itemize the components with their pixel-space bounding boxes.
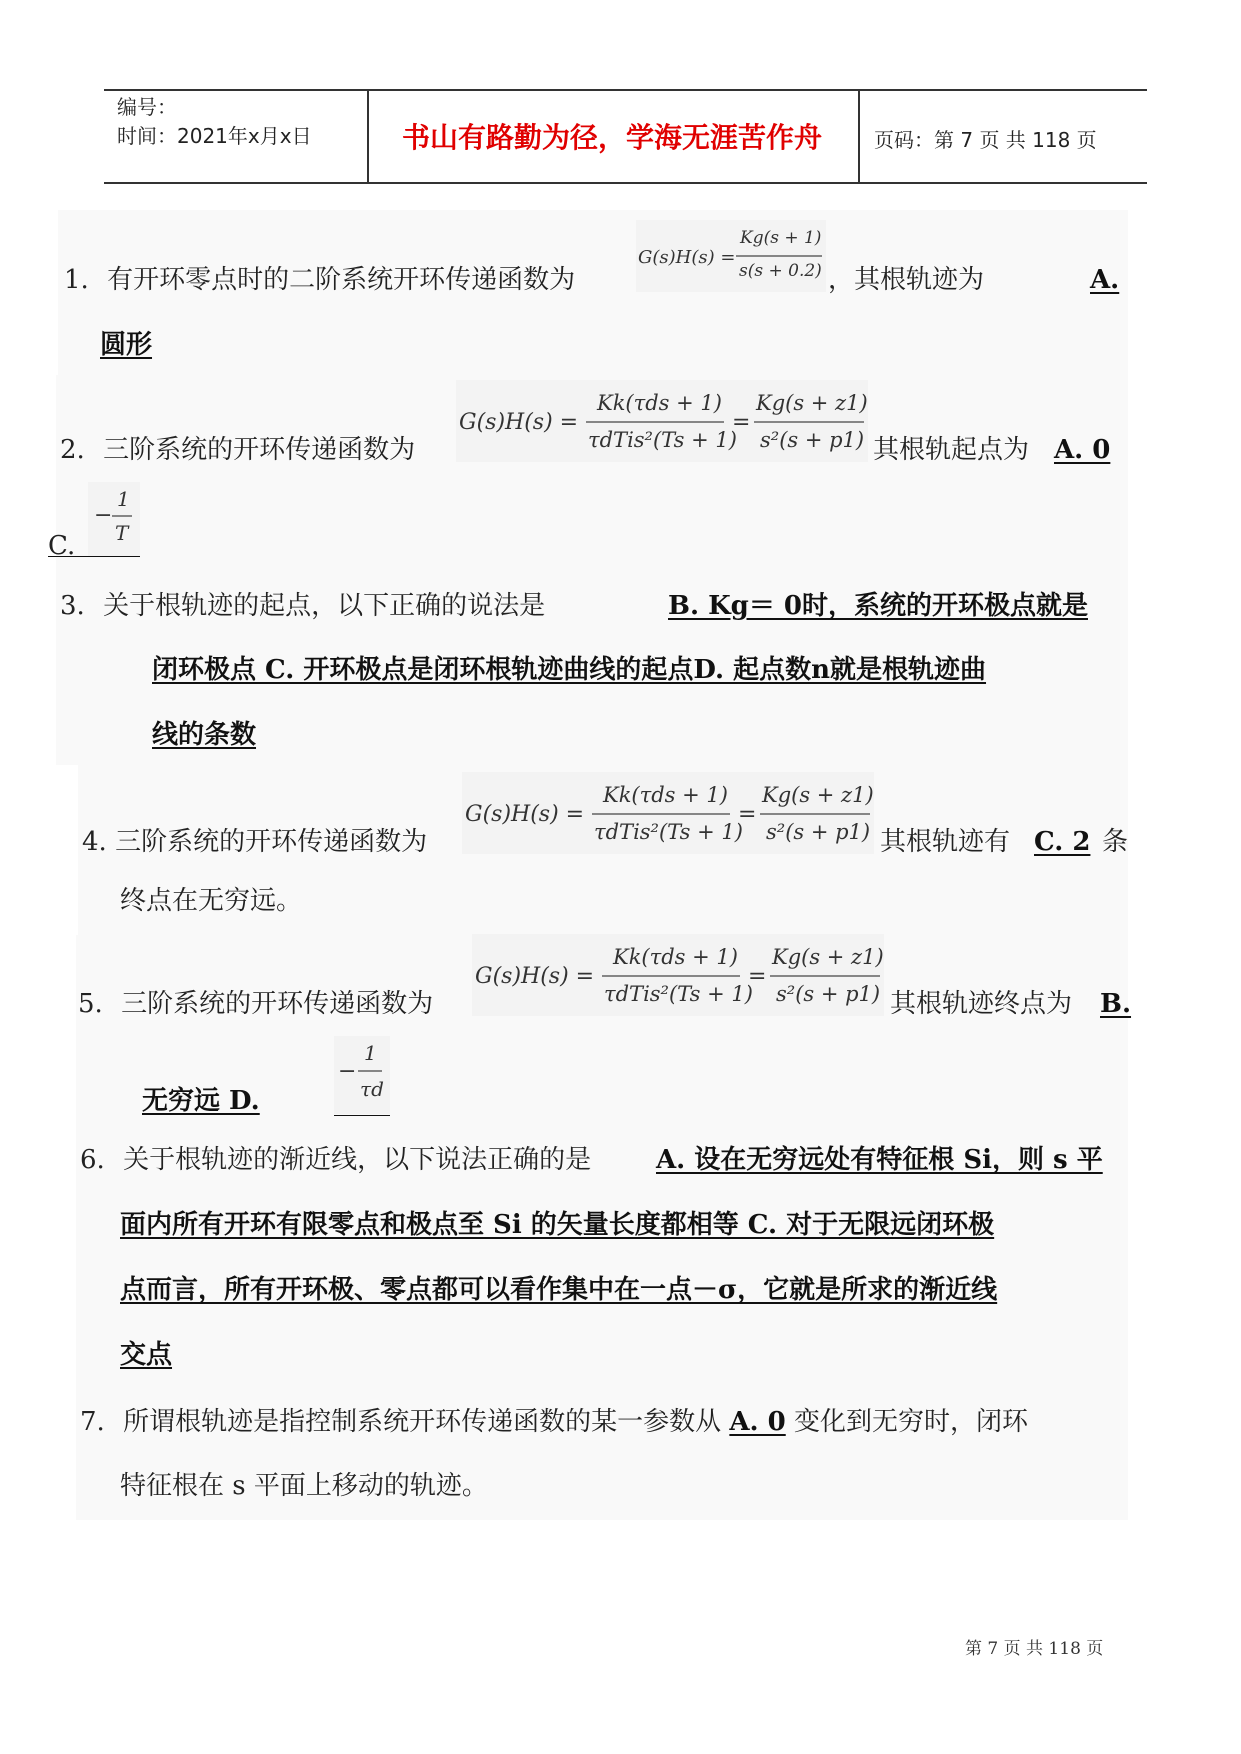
q5-formula-lhs: G(s)H(s) =	[475, 964, 595, 989]
q2-formula-den1: τdTis²(Ts + 1)	[588, 428, 737, 452]
q2-formula	[456, 380, 868, 466]
q6-answer-line4: 交点	[120, 1340, 173, 1370]
q1-formula	[636, 220, 826, 296]
q4-formula-den1: τdTis²(Ts + 1)	[594, 820, 743, 844]
q1-formula-lhs: G(s)H(s) =	[638, 247, 736, 268]
q5-formula-num1: Kk(τds + 1)	[613, 945, 738, 969]
header-time: 时间：2021年x月x日	[117, 124, 312, 148]
q4-line2: 终点在无穷远。	[120, 886, 303, 916]
q5-number: 5.	[78, 989, 103, 1019]
header-divider-left	[367, 89, 369, 183]
q1-answer-a: A.	[1090, 265, 1120, 295]
q5-answer-d-formula	[334, 1036, 390, 1118]
q3-answer-line2: 闭环极点 C. 开环极点是闭环根轨迹曲线的起点D. 起点数n就是根轨迹曲	[152, 655, 987, 685]
q6-number: 6.	[80, 1145, 105, 1175]
q3-number: 3.	[60, 591, 85, 621]
header-top-rule	[104, 89, 1147, 91]
q5-line1	[78, 986, 433, 1022]
q5-answer-text: 无穷远 D.	[142, 1086, 260, 1116]
q7-line1	[80, 1404, 1028, 1440]
q4-answer: C. 2	[1034, 827, 1091, 857]
q4-stem: 三阶系统的开环传递函数为	[115, 827, 428, 857]
header-divider-right	[858, 89, 860, 183]
q1-stem: 有开环零点时的二阶系统开环传递函数为	[107, 265, 576, 295]
q5-stem: 三阶系统的开环传递函数为	[121, 989, 434, 1019]
q7-stem: 所谓根轨迹是指控制系统开环传递函数的某一参数从	[123, 1407, 722, 1437]
q4-tail: 条	[1102, 827, 1129, 857]
q6-line1	[80, 1142, 591, 1178]
q2-answer-a: A. 0	[1054, 435, 1111, 465]
header-page-number: 页码：第 7 页 共 118 页	[874, 128, 1097, 152]
q7-line2: 特征根在 s 平面上移动的轨迹。	[120, 1471, 488, 1501]
q1-number: 1.	[64, 265, 89, 295]
neg-inv-tau-den: τd	[360, 1077, 384, 1101]
q2-line1	[60, 432, 415, 468]
q4-formula-eq: =	[738, 802, 757, 827]
neg-inv-t-num: 1	[117, 487, 130, 511]
q4-line1	[82, 824, 427, 860]
q2-answer-c-underline	[48, 556, 140, 557]
q1-line1	[64, 262, 575, 298]
q7-number: 7.	[80, 1407, 105, 1437]
q3-line1	[60, 588, 545, 624]
q4-formula-den2: s²(s + p1)	[766, 820, 871, 844]
header-motto: 书山有路勤为径，学海无涯苦作舟	[401, 121, 822, 154]
q5-formula-den1: τdTis²(Ts + 1)	[604, 982, 753, 1006]
q2-formula-den2: s²(s + p1)	[760, 428, 865, 452]
q1-formula-numerator: Kg(s + 1)	[740, 228, 822, 248]
neg-inv-t-den: T	[115, 521, 129, 545]
q3-answer-line3: 线的条数	[152, 720, 257, 750]
neg-inv-tau-num: 1	[364, 1041, 377, 1065]
q5-formula	[472, 934, 884, 1020]
q1-formula-denominator: s(s + 0.2)	[739, 261, 822, 281]
q2-answer-c-formula	[88, 482, 140, 560]
q5-answer-b: B.	[1100, 989, 1132, 1019]
q5-answer-d-underline	[334, 1115, 390, 1116]
q5-formula-num2: Kg(s + z1)	[772, 945, 884, 969]
q2-formula-num2: Kg(s + z1)	[756, 391, 868, 415]
q2-after: 其根轨起点为	[873, 435, 1030, 465]
q7-answer: A. 0	[729, 1407, 786, 1437]
q2-stem: 三阶系统的开环传递函数为	[103, 435, 416, 465]
q4-after: 其根轨迹有	[880, 827, 1011, 857]
q2-formula-eq: =	[732, 410, 751, 435]
q6-stem: 关于根轨迹的渐近线，以下说法正确的是	[123, 1145, 592, 1175]
q5-after: 其根轨迹终点为	[890, 989, 1073, 1019]
page-footer: 第 7 页 共 118 页	[965, 1639, 1104, 1659]
q4-formula-num2: Kg(s + z1)	[762, 783, 874, 807]
q4-formula-lhs: G(s)H(s) =	[465, 802, 585, 827]
neg-inv-t-sign: −	[94, 503, 113, 528]
header-number: 编号：	[117, 95, 177, 119]
header-bottom-rule	[104, 182, 1147, 184]
q6-answer-line3: 点而言，所有开环极、零点都可以看作集中在一点－σ，它就是所求的渐近线	[120, 1275, 998, 1305]
neg-inv-tau-sign: −	[338, 1059, 357, 1084]
q3-stem: 关于根轨迹的起点，以下正确的说法是	[103, 591, 546, 621]
q1-answer-text: 圆形	[100, 330, 153, 360]
q2-answer-c: C.	[48, 531, 76, 561]
q4-formula	[462, 772, 874, 858]
q4-number: 4.	[82, 827, 107, 857]
q2-formula-lhs: G(s)H(s) =	[459, 410, 579, 435]
q6-answer-line1: A. 设在无穷远处有特征根 Si，则 s 平	[656, 1145, 1103, 1175]
q7-after: 变化到无穷时，闭环	[794, 1407, 1029, 1437]
q2-formula-num1: Kk(τds + 1)	[597, 391, 722, 415]
q4-formula-num1: Kk(τds + 1)	[603, 783, 728, 807]
q3-answer-line1: B. Kg＝ 0时，系统的开环极点就是	[668, 591, 1088, 621]
q5-formula-eq: =	[748, 964, 767, 989]
header-meta	[117, 93, 312, 151]
q1-after: ，其根轨迹为	[828, 265, 985, 295]
q6-answer-line2: 面内所有开环有限零点和极点至 Si 的矢量长度都相等 C. 对于无限远闭环极	[120, 1210, 995, 1240]
q5-formula-den2: s²(s + p1)	[776, 982, 881, 1006]
q2-number: 2.	[60, 435, 85, 465]
